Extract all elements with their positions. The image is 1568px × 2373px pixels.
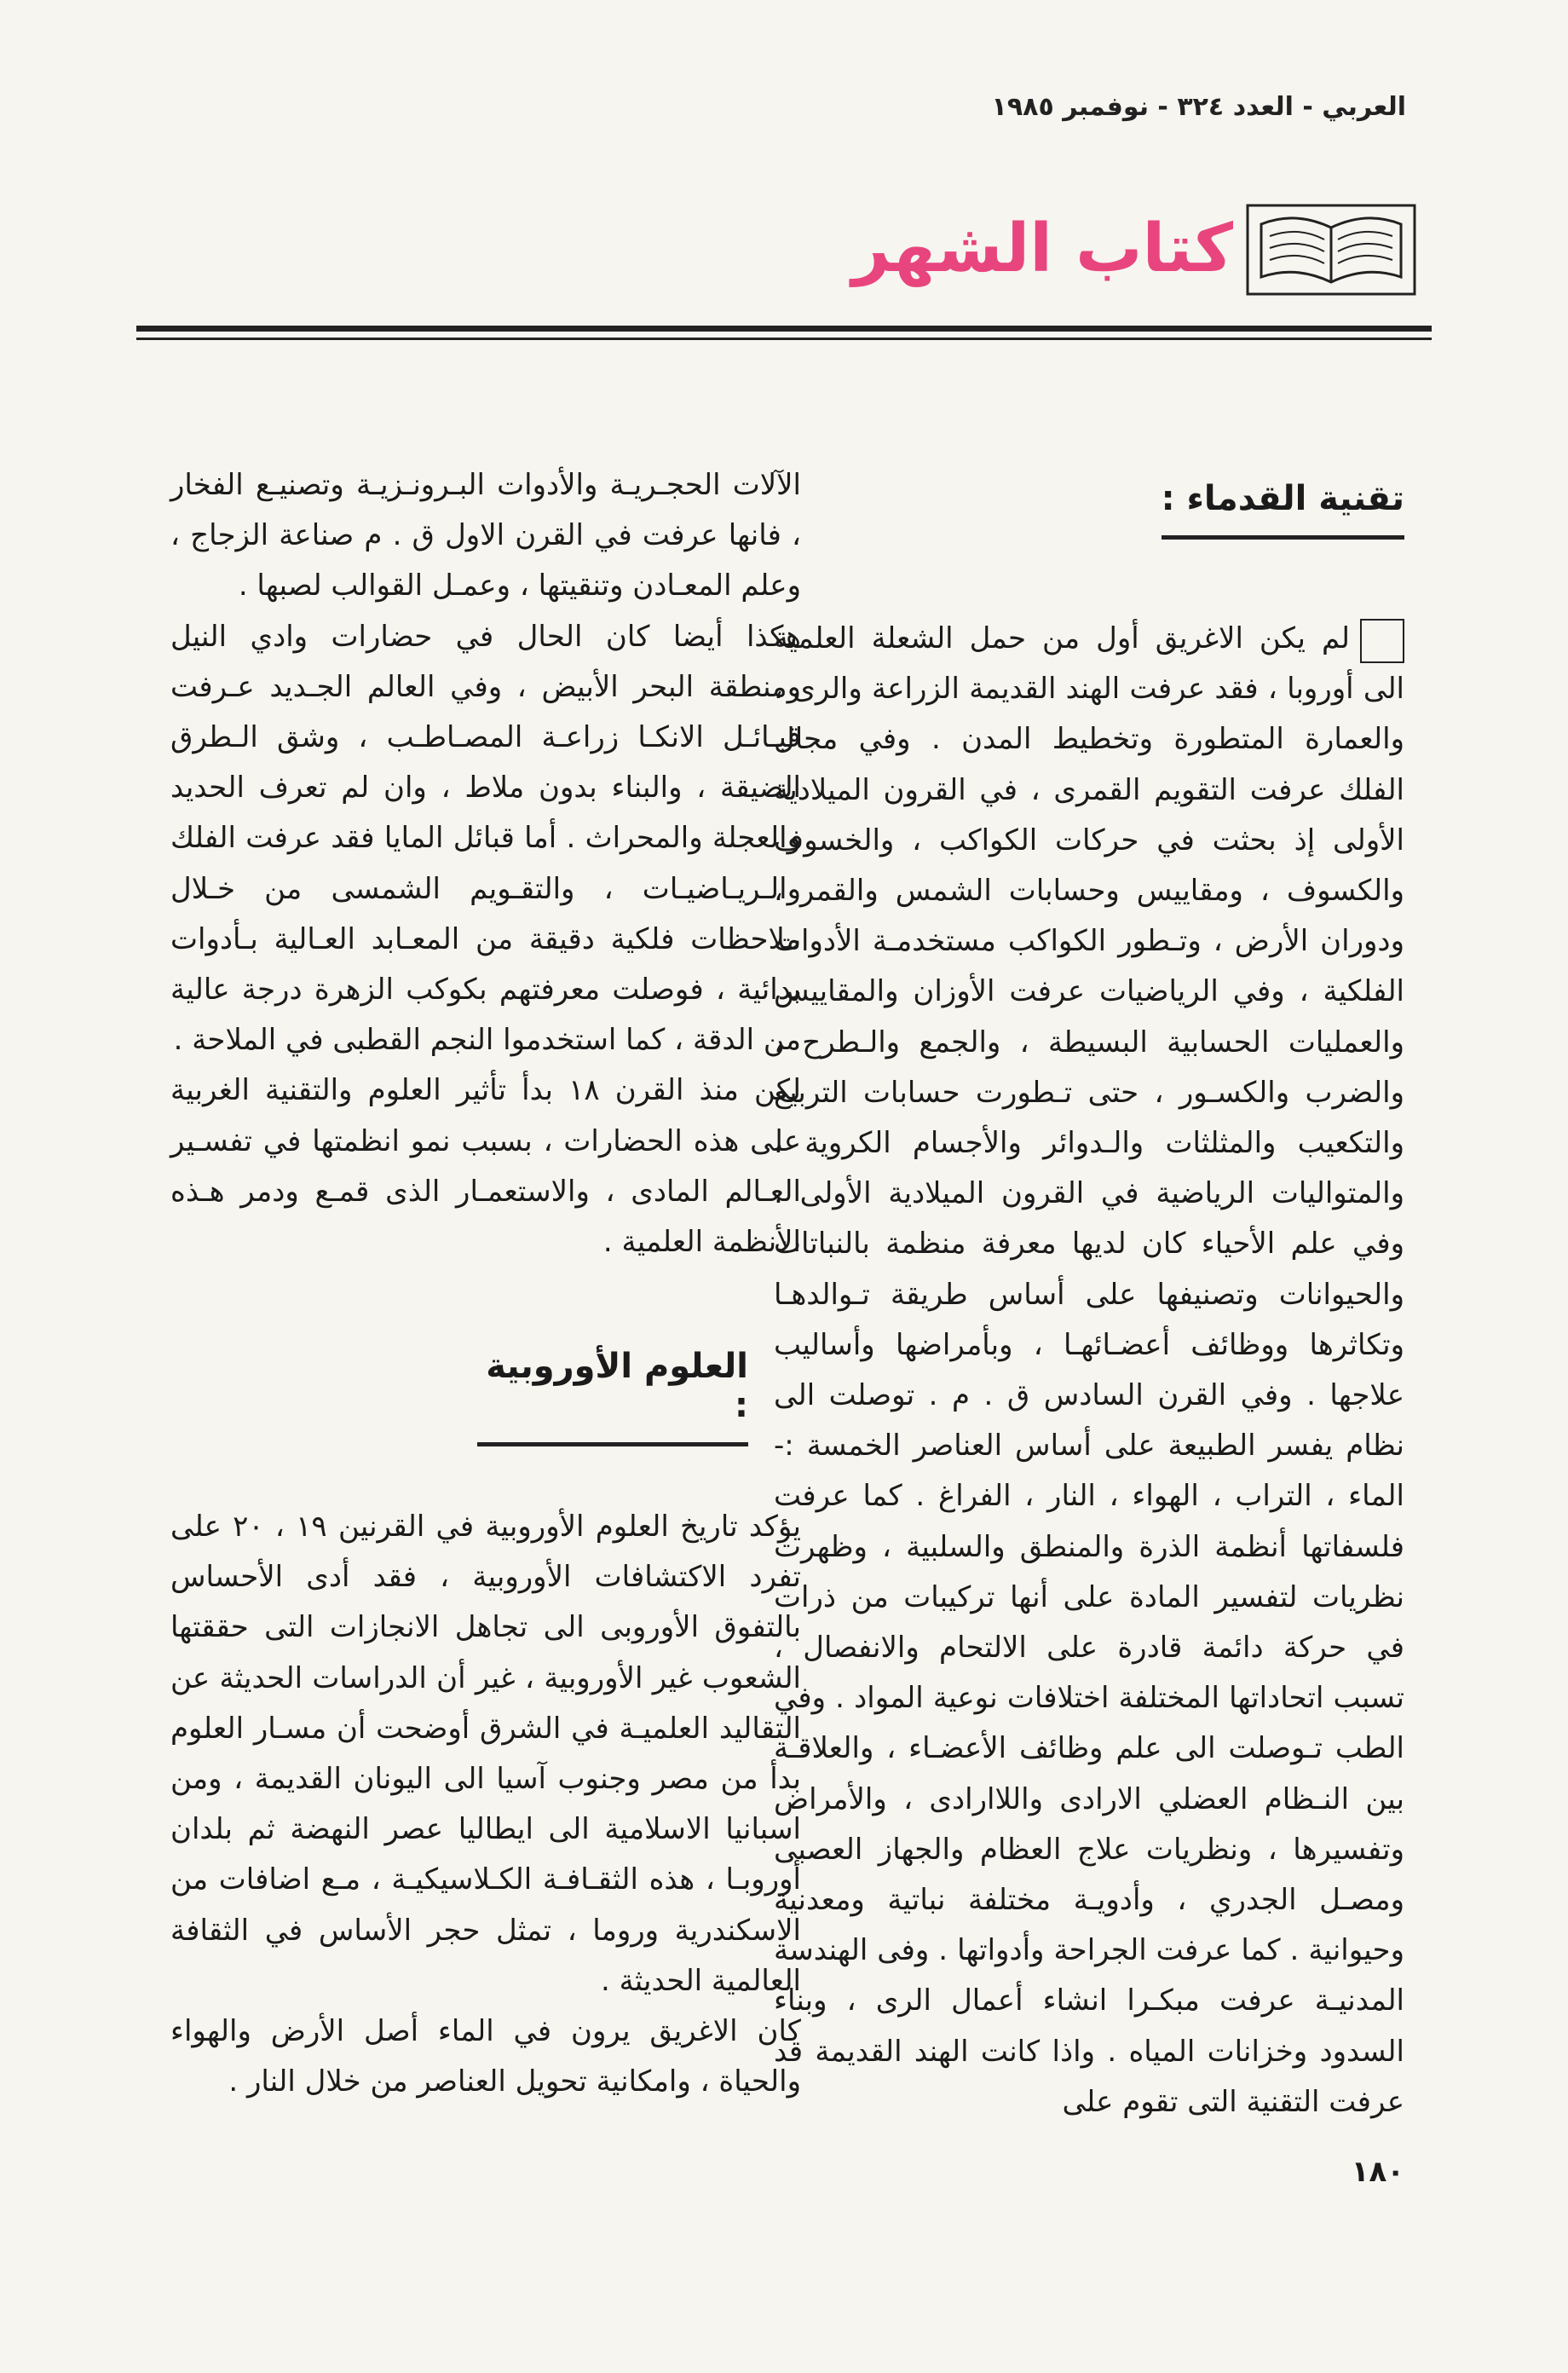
section-heading-european-science	[477, 1347, 748, 1446]
paragraph: الآلات الحجـريـة والأدوات البـرونـزيـة وتصنيـع الفخار ، فانها عرفت في القرن الاول ق . م صناعة الزجاج ، وعلم المعـادن وتنقيتها ، وعمـل القوالب لصبها .	[170, 468, 801, 603]
running-header: العربي - العدد ٣٢٤ - نوفمبر ١٩٨٥	[991, 92, 1406, 122]
header-rule-thick	[136, 326, 1432, 332]
section-heading-ancient-tech	[1162, 479, 1404, 540]
heading-text: العلوم الأوروبية :	[477, 1347, 748, 1446]
right-column	[774, 614, 1404, 2128]
open-book-icon	[1246, 199, 1416, 301]
masthead	[851, 192, 1416, 311]
heading-text: تقنية القدماء :	[1162, 479, 1404, 540]
header-rule-thin	[136, 338, 1432, 340]
left-column-bottom	[170, 1502, 801, 2107]
masthead-title: كتاب الشهر	[851, 211, 1233, 287]
paragraph: كان الاغريق يرون في الماء أصل الأرض والهواء والحياة ، وامكانية تحويل العناصر من خلال النار .	[170, 2014, 801, 2099]
left-column-top	[170, 460, 801, 1267]
paragraph: يؤكد تاريخ العلوم الأوروبية في القرنين ١٩ ، ٢٠ على تفرد الاكتشافات الأوروبية ، فقد أدى الأحساس بالتفوق الأوروبى الى تجاهل الانجازات التى حققتها الشعوب غير الأوروبية ، غير أن الدراسات الحديثة عن التقاليد العلميـة في الشرق أوضحت أن مسـار العلوم بدأ من مصر وجنوب آسيا الى اليونان القديمة ، ومن اسبانيا الاسلامية الى ايطاليا عصر النهضة ثم بلدان أوروبـا ، هذه الثقـافـة الكـلاسيكيـة ، مـع اضافات من الاسكندرية وروما ، تمثل حجر الأساس في الثقافة العالمية الحديثة .	[170, 1510, 801, 1998]
paragraph: هكذا أيضا كان الحال في حضارات وادي النيل ومنطقة البحر الأبيض ، وفي العالم الجـديد عـرفت قبـائـل الانكـا زراعـة المصـاطـب ، وشق الـطرق الضيقة ، والبناء بدون ملاط ، وان لم تعرف الحديد والعجلة والمحراث . أما قبائل المايا فقد عرفت الفلك والـريـاضيـات ، والتقـويم الشمسى من خـلال ملاحظات فلكية دقيقة من المعـابد العـالية بـأدوات بدائية ، فوصلت معرفتهم بكوكب الزهرة درجة عالية من الدقة ، كما استخدموا النجم القطبى في الملاحة .	[170, 619, 801, 1058]
paragraph: لكن منذ القرن ١٨ بدأ تأثير العلوم والتقنية الغربية على هذه الحضارات ، بسبب نمو انظمتها في تفسـير العـالم المادى ، والاستعمـار الذى قمـع ودمر هـذه الأنظمة العلمية .	[170, 1073, 801, 1260]
dropcap-ornament-icon	[1360, 619, 1404, 663]
paragraph	[774, 614, 1404, 2128]
paragraph-text: لم يكن الاغريق أول من حمل الشعلة العلمية الى أوروبا ، فقد عرفت الهند القديمة الزراعة والرى ، والعمارة المتطورة وتخطيط المدن . وفي مجال الفلك عرفت التقويم القمرى ، في القرون الميلادية الأولى إذ بحثت في حركات الكواكب ، والخسوف والكسوف ، ومقاييس وحسابات الشمس والقمر ، ودوران الأرض ، وتـطور الكواكب مستخدمـة الأدوات الفلكية ، وفي الرياضيات عرفت الأوزان والمقاييس والعمليات الحسابية البسيطة ، والجمع والـطرح ، والضرب والكسـور ، حتى تـطورت حسابات التربيع والتكعيب والمثلثات والـدوائر والأجسام الكروية ، والمتواليات الرياضية في القرون الميلادية الأولى . وفي علم الأحياء كان لديها معرفة منظمة بالنباتات والحيوانات وتصنيفها على أساس طريقة تـوالدهـا وتكاثرها ووظائف أعضـائهـا ، وبأمراضها وأساليب علاجها . وفي القرن السادس ق . م . توصلت الى نظام يفسر الطبيعة على أساس العناصر الخمسة :- الماء ، التراب ، الهواء ، النار ، الفراغ . كما عرفت فلسفاتها أنظمة الذرة والمنطق والسلبية ، وظهرت نظريات لتفسير المادة على أنها تركيبات من ذرات في حركة دائمة قادرة على الالتحام والانفصال ، تسبب اتحاداتها المختلفة اختلافات نوعية المواد . وفي الطب تـوصلت الى علم وظائف الأعضـاء ، والعلاقـة بين النـظام العضلي الارادى واللاارادى ، والأمراض وتفسيرها ، ونظريات علاج العظام والجهاز العصبى ومصـل الجدري ، وأدويـة مختلفة نباتية ومعدنية وحيوانية . كما عرفت الجراحة وأدواتها . وفى الهندسة المدنيـة عرفت مبكـرا انشاء أعمال الرى ، وبناء السدود وخزانات المياه . واذا كانت الهند القديمة قد عرفت التقنية التى تقوم على	[774, 621, 1404, 2119]
page-number: ١٨٠	[1351, 2155, 1404, 2189]
